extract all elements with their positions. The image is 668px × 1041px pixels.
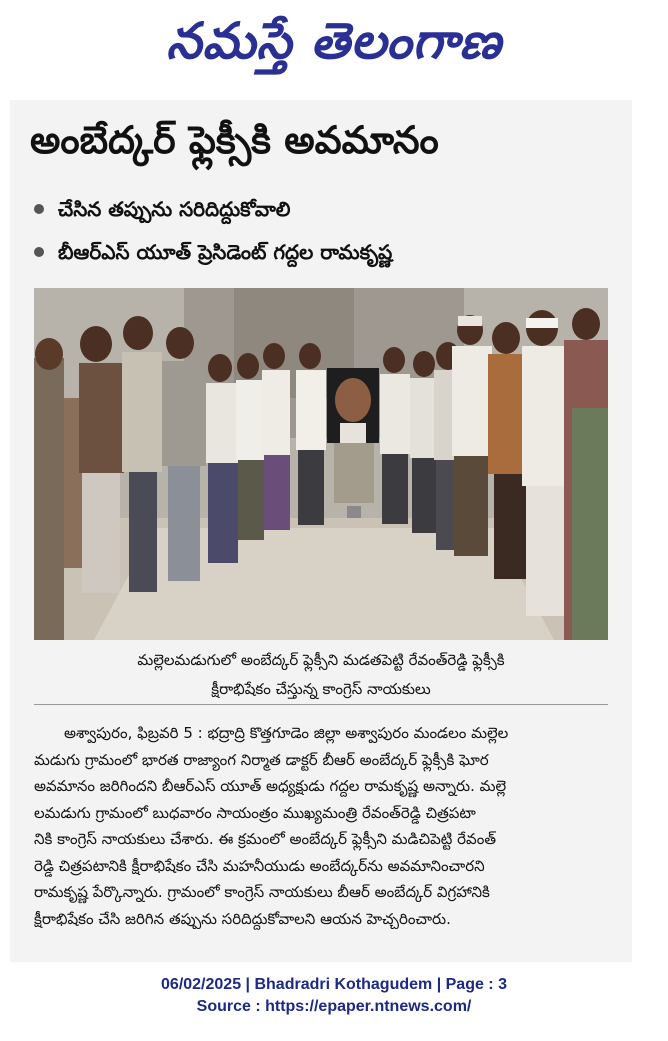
subheadline-text: చేసిన తప్పును సరిదిద్దుకోవాలి	[58, 197, 291, 221]
caption-line: మల్లెలమడుగులో అంబేద్కర్ ఫ్లెక్సీని మడతపెట్టి రేవంత్‌రెడ్డి ఫ్లెక్సీకి	[137, 651, 505, 669]
body-line: నికి కాంగ్రెస్ నాయకులు చేశారు. ఈ క్రమంలో అంబేద్కర్ ఫ్లెక్సీని మడిచిపెట్టి రేవంత్	[34, 830, 496, 848]
article-headline: అంబేద్కర్ ఫ్లెక్సీకి అవమానం	[30, 118, 439, 162]
bullet-icon	[34, 204, 44, 214]
page-footer	[0, 974, 668, 1018]
group-photo-illustration	[34, 288, 608, 640]
subheadline-1	[34, 195, 290, 223]
photo-caption	[34, 646, 608, 704]
bullet-icon	[34, 247, 44, 257]
article-body	[34, 720, 608, 932]
body-line: మడుగు గ్రామంలో భారత రాజ్యాంగ నిర్మాత డాక్టర్ బీఆర్ అంబేద్కర్ ఫ్లెక్సీకి ఘోర	[34, 750, 489, 769]
body-line: అవమానం జరిగిందని బీఆర్ఎస్ యూత్ అధ్యక్షుడు గద్దల రామకృష్ణ అన్నారు. మల్లె	[34, 777, 507, 795]
body-line: రామకృష్ణ పేర్కొన్నారు. గ్రామంలో కాంగ్రెస్ నాయకులు బీఆర్ అంబేద్కర్ విగ్రహానికి	[34, 883, 490, 901]
body-line: రెడ్డి చిత్రపటానికి క్షీరాభిషేకం చేసి మహనీయుడు అంబేద్కర్‌ను అవమానించారని	[34, 856, 485, 875]
body-line: లమడుగు గ్రామంలో బుధవారం సాయంత్రం ముఖ్యమంత్రి రేవంత్‌రెడ్డి చిత్రపటా	[34, 803, 476, 822]
footer-source: Source : https://epaper.ntnews.com/	[196, 998, 472, 1015]
news-photo	[34, 288, 608, 640]
caption-divider	[34, 704, 608, 705]
footer-dateline: 06/02/2025 | Bhadradri Kothagudem | Page : 3	[161, 976, 507, 993]
article-card	[10, 100, 632, 962]
body-line: క్షీరాభిషేకం చేసి జరిగిన తప్పును సరిదిద్దుకోవాలని ఆయన హెచ్చరించారు.	[34, 909, 451, 928]
newspaper-masthead: నమస్తే తెలంగాణ	[166, 11, 502, 70]
subheadline-text: బీఆర్ఎస్ యూత్ ప్రెసిడెంట్ గద్దల రామకృష్ణ	[58, 240, 393, 264]
subheadline-2	[34, 238, 392, 266]
caption-line: క్షీరాభిషేకం చేస్తున్న కాంగ్రెస్ నాయకులు	[211, 680, 431, 698]
body-line: అశ్వాపురం, ఫిబ్రవరి 5 : భద్రాద్రి కొత్తగూడెం జిల్లా అశ్వాపురం మండలం మల్లెల	[64, 724, 509, 742]
